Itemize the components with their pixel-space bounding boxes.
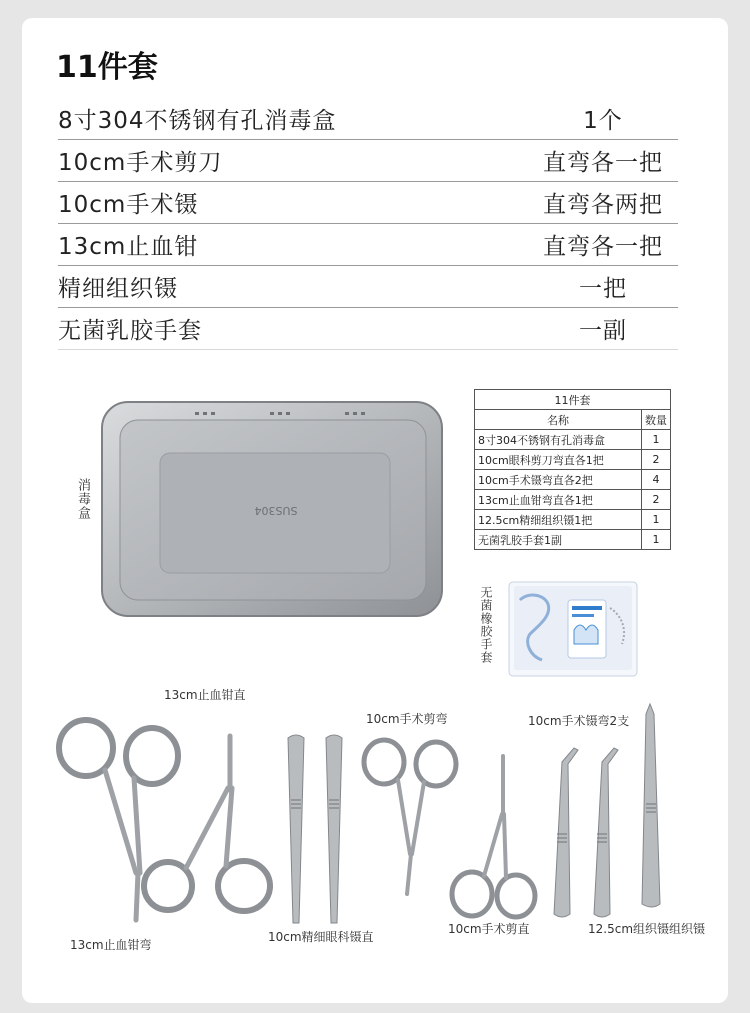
spec-header-name: 名称 xyxy=(475,410,642,430)
kit-row xyxy=(58,140,678,182)
spec-cell-qty: 2 xyxy=(642,450,671,470)
kit-list xyxy=(58,98,678,350)
kit-item-qty: 直弯各一把 xyxy=(543,150,663,176)
kit-item-qty: 直弯各两把 xyxy=(543,192,663,218)
hemostat-forceps-image xyxy=(50,708,280,928)
spec-cell-name: 8寸304不锈钢有孔消毒盒 xyxy=(475,430,642,450)
spec-cell-qty: 1 xyxy=(642,430,671,450)
kit-item-qty: 一把 xyxy=(579,276,627,302)
page-title: 11件套 xyxy=(56,50,158,85)
kit-row xyxy=(58,182,678,224)
tray-stamp: SUS304 xyxy=(254,504,298,517)
kit-item-name: 13cm止血钳 xyxy=(58,234,199,260)
spec-cell-name: 13cm止血钳弯直各1把 xyxy=(475,490,642,510)
kit-row xyxy=(58,224,678,266)
kit-row xyxy=(58,98,678,140)
kit-row xyxy=(58,308,678,350)
glove-label: 无菌橡胶手套 xyxy=(479,586,493,664)
spec-cell-name: 10cm手术镊弯直各2把 xyxy=(475,470,642,490)
product-card xyxy=(22,18,728,1003)
kit-item-name: 无菌乳胶手套 xyxy=(58,318,202,344)
spec-cell-qty: 2 xyxy=(642,490,671,510)
spec-header-qty: 数量 xyxy=(642,410,671,430)
kit-item-name: 精细组织镊 xyxy=(58,276,178,302)
spec-table xyxy=(474,389,671,550)
scissors-curved-label: 10cm手术剪弯 xyxy=(366,712,448,726)
kit-item-name: 10cm手术剪刀 xyxy=(58,150,223,176)
tweezers-curved-label: 10cm手术镊弯2支 xyxy=(528,714,630,728)
spec-cell-qty: 1 xyxy=(642,530,671,550)
kit-row xyxy=(58,266,678,308)
tray-label: 消毒盒 xyxy=(75,478,90,520)
spec-cell-qty: 4 xyxy=(642,470,671,490)
forceps-curved-label: 13cm止血钳弯 xyxy=(70,938,152,952)
tissue-tweezers-label: 12.5cm组织镊组织镊 xyxy=(588,922,706,936)
table-row xyxy=(475,450,671,470)
spec-table-title: 11件套 xyxy=(475,390,671,410)
forceps-straight-label: 13cm止血钳直 xyxy=(164,688,246,702)
sterilization-tray-image xyxy=(100,398,445,620)
surgical-scissors-image xyxy=(360,734,540,924)
table-row xyxy=(475,510,671,530)
table-row xyxy=(475,430,671,450)
fine-tweezers-label: 10cm精细眼科镊直 xyxy=(268,930,374,944)
spec-cell-name: 12.5cm精细组织镊1把 xyxy=(475,510,642,530)
kit-item-qty: 1个 xyxy=(583,108,623,134)
fine-tweezers-image xyxy=(282,730,352,930)
spec-cell-name: 10cm眼科剪刀弯直各1把 xyxy=(475,450,642,470)
spec-cell-name: 无菌乳胶手套1副 xyxy=(475,530,642,550)
kit-item-name: 8寸304不锈钢有孔消毒盒 xyxy=(58,108,337,134)
kit-item-name: 10cm手术镊 xyxy=(58,192,199,218)
spec-cell-qty: 1 xyxy=(642,510,671,530)
glove-package-image xyxy=(508,580,643,680)
table-row xyxy=(475,470,671,490)
table-row xyxy=(475,490,671,510)
table-row xyxy=(475,530,671,550)
kit-item-qty: 一副 xyxy=(579,318,627,344)
kit-item-qty: 直弯各一把 xyxy=(543,234,663,260)
scissors-straight-label: 10cm手术剪直 xyxy=(448,922,530,936)
